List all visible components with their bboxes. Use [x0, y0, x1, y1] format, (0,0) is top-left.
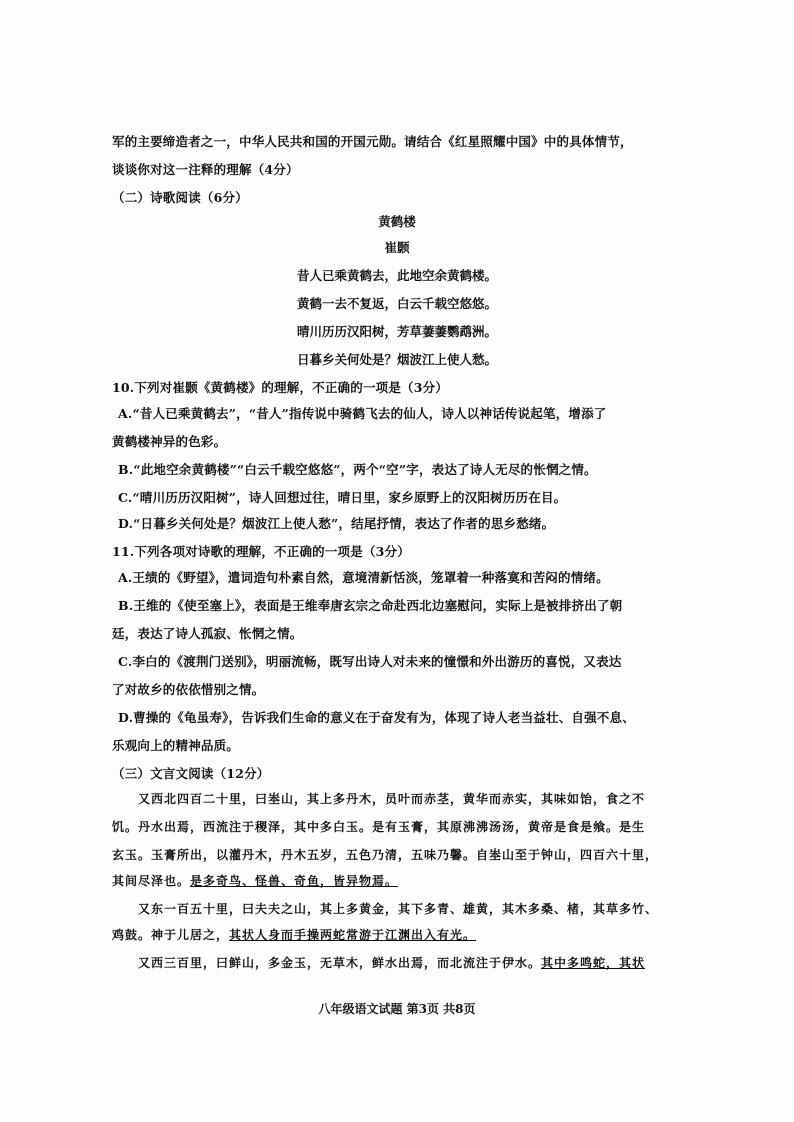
section-3-heading: （三）文言文阅读（12分）	[112, 766, 270, 781]
classical-p2-line-2-text: 鸡鼓。神于儿居之，	[112, 928, 230, 942]
q11-option-d-line-2: 乐观向上的精神品质。	[112, 738, 240, 753]
section-2-heading: （二）诗歌阅读（6分）	[112, 190, 248, 205]
classical-p1-underlined-sentence: 是多奇鸟、怪兽、奇鱼，皆异物焉。	[190, 874, 399, 888]
q11-option-c-line-1: C.李白的《渡荆门送别》，明丽流畅，既写出诗人对未来的憧憬和外出游历的喜悦，又表达	[118, 654, 622, 669]
classical-p3-line-1-text: 又西三百里，曰鲜山，多金玉，无草木，鲜水出焉，而北流注于伊水。	[138, 956, 542, 970]
classical-p1-line-2: 饥。丹水出焉，西流注于稷泽，其中多白玉。是有玉膏，其原沸沸汤汤，黄帝是食是飨。是生	[112, 820, 646, 834]
q11-stem: 11.下列各项对诗歌的理解，不正确的一项是（3分）	[112, 544, 410, 559]
page-footer: 八年级语文试题 第3页 共8页	[318, 1002, 476, 1016]
q10-option-a-line-2: 黄鹤楼神异的色彩。	[112, 434, 227, 449]
poem-line-1: 昔人已乘黄鹤去，此地空余黄鹤楼。	[296, 268, 497, 283]
classical-p1-line-3: 玄玉。玉膏所出，以灌丹木，丹木五岁，五色乃清，五味乃馨。自峚山至于钟山，四百六十里，	[112, 848, 659, 862]
q10-option-d: D.“日暮乡关何处是？烟波江上使人愁”，结尾抒情，表达了作者的思乡愁绪。	[118, 516, 555, 531]
classical-p1-line-4-text: 其间尽泽也。	[112, 874, 191, 888]
q9-line-2: 谈谈你对这一注释的理解（4分）	[112, 162, 299, 177]
classical-p2-line-2	[112, 926, 672, 943]
poem-line-3: 晴川历历汉阳树，芳草萋萋鹦鹉洲。	[296, 324, 497, 339]
poem-title: 黄鹤楼	[378, 214, 416, 229]
classical-p3-underlined-sentence: 其中多鸣蛇，其状	[541, 956, 646, 970]
q10-option-b: B.“此地空余黄鹤楼”“白云千载空悠悠”，两个“空”字，表达了诗人无尽的怅惘之情。	[118, 462, 597, 477]
classical-p3-line-1	[138, 954, 678, 971]
q11-option-a: A.王绩的《野望》，遣词造句朴素自然，意境清新恬淡，笼罩着一种落寞和苦闷的情绪。	[118, 570, 609, 585]
poem-author: 崔颢	[384, 240, 410, 255]
q11-option-b-line-1: B.王维的《使至塞上》，表面是王维奉唐玄宗之命赴西北边塞慰问，实际上是被排挤出了朝	[118, 598, 623, 613]
q11-option-d-line-1: D.曹操的《龟虽寿》，告诉我们生命的意义在于奋发有为，体现了诗人老当益壮、自强不息、	[118, 710, 635, 725]
poem-line-4: 日暮乡关何处是？烟波江上使人愁。	[296, 352, 497, 367]
q9-line-1: 军的主要缔造者之一，中华人民共和国的开国元勋。请结合《红星照耀中国》中的具体情节，	[112, 134, 633, 149]
classical-p2-line-1: 又东一百五十里，曰夫夫之山，其上多黄金，其下多青、雄黄，其木多桑、楮，其草多竹、	[138, 902, 659, 916]
classical-p1-line-1: 又西北四百二十里，曰峚山，其上多丹木，员叶而赤茎，黄华而赤实，其味如饴，食之不	[138, 792, 646, 806]
classical-p1-line-4	[112, 872, 672, 889]
q10-stem: 10.下列对崔颢《黄鹤楼》的理解，不正确的一项是（3分）	[112, 380, 449, 395]
q10-option-a-line-1: A.“昔人已乘黄鹤去”，“昔人”指传说中骑鹤飞去的仙人，诗人以神话传说起笔，增添了	[118, 406, 607, 421]
q11-option-c-line-2: 了对故乡的依依惜别之情。	[112, 682, 265, 697]
q10-option-c: C.“晴川历历汉阳树”，诗人回想过往，晴日里，家乡原野上的汉阳树历历在目。	[118, 490, 567, 505]
poem-line-2: 黄鹤一去不复返，白云千载空悠悠。	[296, 296, 497, 311]
q11-option-b-line-2: 廷，表达了诗人孤寂、怅惘之情。	[112, 626, 303, 641]
classical-p2-underlined-sentence: 其状人身而手操两蛇常游于江渊出入有光。	[229, 928, 477, 942]
